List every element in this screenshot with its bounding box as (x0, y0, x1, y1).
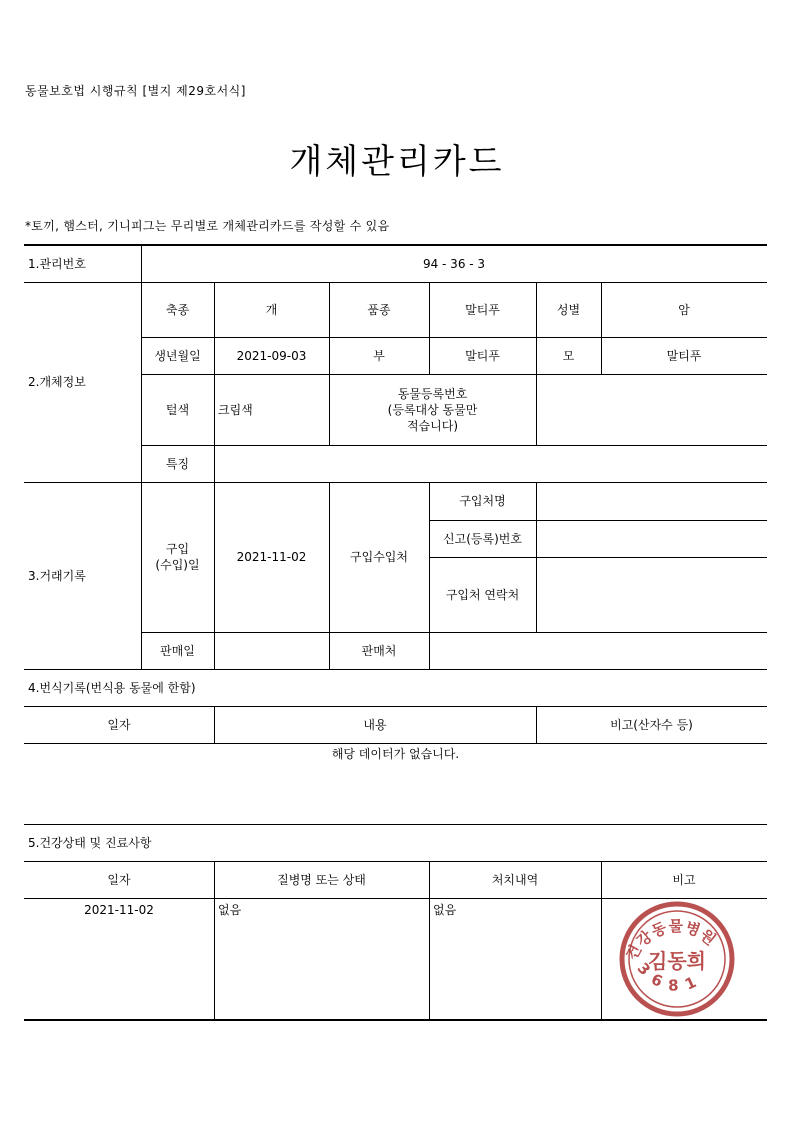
species-value: 개 (265, 302, 278, 317)
feature-label: 특징 (165, 456, 190, 471)
health-row-date: 2021-11-02 (84, 903, 154, 917)
svg-text:3681: 3681 (633, 959, 708, 995)
section5-label: 5.건강상태 및 진료사항 (28, 835, 152, 850)
sex-label: 성별 (556, 302, 581, 317)
registration-number-label: 동물등록번호 (등록대상 동물만 적습니다) (387, 386, 478, 433)
health-col-note: 비고 (672, 872, 696, 887)
species-label: 축종 (165, 302, 190, 317)
breed-label: 품종 (367, 302, 391, 317)
source-contact-value (536, 557, 767, 632)
section1-label: 1.관리번호 (28, 256, 86, 271)
source-label: 구입수입처 (350, 550, 408, 564)
sex-value: 암 (678, 302, 690, 317)
health-row-treatment: 없음 (433, 903, 457, 917)
health-col-treatment: 처치내역 (491, 872, 539, 887)
report-number-label: 신고(등록)번호 (443, 531, 522, 546)
health-col-date: 일자 (107, 872, 131, 887)
purchase-date-value: 2021-11-02 (236, 550, 307, 564)
feature-value (214, 445, 767, 482)
section4-label: 4.번식기록(번식용 동물에 한함) (28, 680, 196, 695)
buyer-value (429, 632, 767, 669)
source-contact-label: 구입처 연락처 (445, 587, 520, 602)
breeding-col-content: 내용 (363, 717, 387, 732)
father-label: 부 (373, 348, 385, 363)
section2-label: 2.개체정보 (28, 375, 86, 389)
coat-value: 크림색 (218, 402, 253, 417)
purchase-date-label: 구입 (수입)일 (155, 542, 200, 572)
breed-value: 말티푸 (465, 302, 500, 317)
breeding-empty-message: 해당 데이터가 없습니다. (331, 747, 460, 761)
sale-date-label: 판매일 (160, 643, 195, 658)
health-col-disease: 질병명 또는 상태 (277, 872, 366, 887)
source-name-label: 구입처명 (459, 494, 506, 508)
management-number: 94 - 36 - 3 (422, 256, 486, 271)
sale-date-value (214, 632, 329, 669)
hospital-seal-stamp (610, 900, 744, 1018)
breeding-col-note: 비고(산자수 등) (610, 717, 693, 732)
notice-text: *토끼, 햄스터, 기니피그는 무리별로 개체관리카드를 작성할 수 있음 (25, 219, 390, 233)
coat-label: 털색 (165, 402, 190, 417)
section3-label: 3.거래기록 (28, 568, 86, 583)
report-number-value (536, 520, 767, 557)
birth-value: 2021-09-03 (236, 348, 307, 363)
buyer-label: 판매처 (361, 643, 397, 658)
mother-value: 말티푸 (666, 348, 702, 363)
source-name-value (536, 482, 767, 520)
breeding-col-date: 일자 (107, 717, 131, 732)
birth-label: 생년월일 (154, 348, 201, 363)
rule-bottom (24, 1019, 767, 1021)
svg-text:김동희: 김동희 (648, 949, 706, 973)
form-reference: 동물보호법 시행규칙 [별지 제29호서식] (25, 84, 246, 98)
health-row-disease: 없음 (218, 903, 242, 917)
father-value: 말티푸 (465, 348, 500, 363)
page-title: 개체관리카드 (289, 142, 505, 182)
svg-text:건강동물병원: 건강동물병원 (622, 917, 720, 964)
registration-number-value (536, 374, 767, 445)
mother-label: 모 (562, 348, 575, 363)
